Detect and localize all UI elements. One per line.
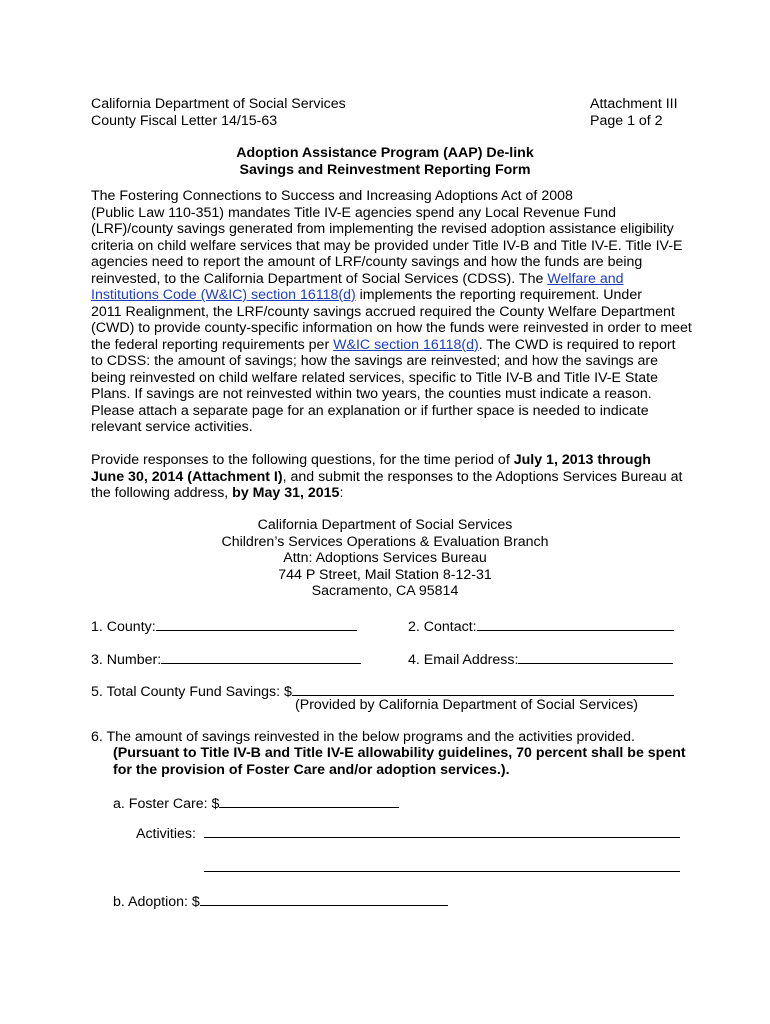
form-title-line1: Adoption Assistance Program (AAP) De-link — [236, 145, 534, 161]
email-label: 4. Email Address: — [408, 652, 519, 668]
question-6-guideline-line1: (Pursuant to Title IV-B and Title IV-E allowability guidelines, 70 percent shall be spent — [113, 745, 686, 761]
header-right — [590, 96, 678, 129]
activities-input-line-1[interactable] — [204, 837, 680, 838]
activities-label: Activities: — [136, 826, 196, 842]
county-input-line[interactable] — [156, 616, 357, 631]
attachment-label: Attachment III — [590, 96, 678, 112]
instructions-paragraph — [91, 452, 682, 502]
intro-line: relevant service activities. — [91, 419, 253, 435]
address-line: Children’s Services Operations & Evaluation Branch — [221, 533, 549, 550]
question-6 — [91, 729, 635, 746]
address-line: California Department of Social Services — [257, 517, 513, 533]
county-field-row — [91, 616, 357, 636]
adoption-label: b. Adoption: $ — [113, 894, 200, 910]
instructions-text: Provide responses to the following questions, for the time period of — [91, 452, 514, 468]
intro-line: Please attach a separate page for an explanation or if further space is needed to indicate — [91, 402, 649, 419]
intro-line: to CDSS: the amount of savings; how the savings are reinvested; and how the savings are — [91, 353, 659, 369]
instructions-line — [91, 485, 682, 502]
period-end: June 30, 2014 (Attachment I) — [91, 468, 283, 485]
period-start: July 1, 2013 through — [513, 452, 651, 468]
email-input-line[interactable] — [518, 649, 673, 664]
department-name: California Department of Social Services — [91, 96, 346, 112]
intro-text: the federal reporting requirements per — [91, 336, 334, 353]
question-6-text: 6. The amount of savings reinvested in the below programs and the activities provided. — [91, 729, 635, 745]
address-line: Attn: Adoptions Services Bureau — [283, 550, 487, 566]
contact-field-row — [408, 616, 674, 636]
intro-text: implements the reporting requirement. Under — [355, 287, 642, 303]
intro-line: 2011 Realignment, the LRF/county savings accrued required the County Welfare Department — [91, 303, 675, 320]
foster-care-input-line[interactable] — [219, 793, 399, 808]
contact-input-line[interactable] — [477, 616, 674, 631]
number-field-row — [91, 649, 361, 669]
instructions-text: , and submit the responses to the Adoptions Services Bureau at — [282, 468, 683, 485]
intro-line: Plans. If savings are not reinvested within two years, the counties must indicate a reason. — [91, 386, 652, 402]
intro-line: (LRF)/county savings generated from implementing the revised adoption assistance eligibility — [91, 221, 674, 237]
intro-line: agencies need to report the amount of LRF/county savings and how the funds are being — [91, 254, 643, 270]
savings-note: (Provided by California Department of Social Services) — [295, 697, 639, 713]
foster-care-field-row — [113, 793, 399, 813]
instructions-line — [91, 452, 682, 469]
adoption-field-row — [113, 891, 448, 911]
wic-code-link-text[interactable]: Welfare and — [547, 270, 624, 287]
savings-input-line[interactable] — [292, 681, 674, 696]
intro-line: (CWD) to provide county-specific information on how the funds were reinvested in order to meet — [91, 320, 692, 336]
due-date: by May 31, 2015 — [232, 485, 340, 501]
email-field-row — [408, 649, 673, 669]
foster-care-label: a. Foster Care: $ — [113, 796, 220, 812]
intro-paragraph — [91, 188, 691, 436]
number-input-line[interactable] — [161, 649, 361, 664]
wic-code-link-continued[interactable] — [91, 287, 356, 303]
wic-section-link[interactable] — [333, 337, 479, 353]
instructions-line — [91, 469, 682, 486]
intro-line — [91, 271, 691, 288]
wic-code-link[interactable] — [547, 271, 623, 287]
mailing-address — [0, 517, 770, 600]
intro-line: being reinvested on child welfare related services, specific to Title IV-B and Title IV-E State — [91, 369, 658, 386]
intro-text: reinvested, to the California Department of Social Services (CDSS). The — [91, 270, 548, 287]
fiscal-letter-id: County Fiscal Letter 14/15-63 — [91, 112, 278, 129]
activities-input-line-2[interactable] — [204, 871, 680, 872]
page-number: Page 1 of 2 — [590, 112, 663, 129]
contact-label: 2. Contact: — [408, 619, 477, 635]
instructions-text: the following address, — [91, 485, 233, 501]
intro-text: . The CWD is required to report — [478, 336, 676, 353]
header-left — [91, 96, 346, 129]
intro-line: (Public Law 110-351) mandates Title IV-E agencies spend any Local Revenue Fund — [91, 204, 616, 221]
intro-line: The Fostering Connections to Success and Increasing Adoptions Act of 2008 — [91, 188, 573, 204]
adoption-input-line[interactable] — [200, 891, 448, 906]
form-title — [0, 145, 770, 178]
address-line: 744 P Street, Mail Station 8-12-31 — [278, 566, 492, 583]
address-line: Sacramento, CA 95814 — [311, 583, 459, 599]
wic-section-link-text[interactable]: W&IC section 16118(d) — [333, 336, 479, 353]
number-label: 3. Number: — [91, 652, 162, 668]
question-6-guideline-line2: for the provision of Foster Care and/or adoption services.). — [113, 761, 510, 778]
intro-line — [91, 337, 691, 354]
county-label: 1. County: — [91, 619, 156, 635]
question-6-guideline — [113, 745, 686, 778]
form-title-line2: Savings and Reinvestment Reporting Form — [239, 161, 531, 178]
instructions-text: : — [339, 485, 344, 501]
intro-line — [91, 287, 691, 304]
savings-label: 5. Total County Fund Savings: $ — [91, 684, 292, 700]
wic-code-link-text[interactable]: Institutions Code (W&IC) section 16118(d) — [91, 287, 356, 303]
intro-line: criteria on child welfare services that may be provided under Title IV-B and Title IV-E. Title IV-E — [91, 237, 683, 254]
